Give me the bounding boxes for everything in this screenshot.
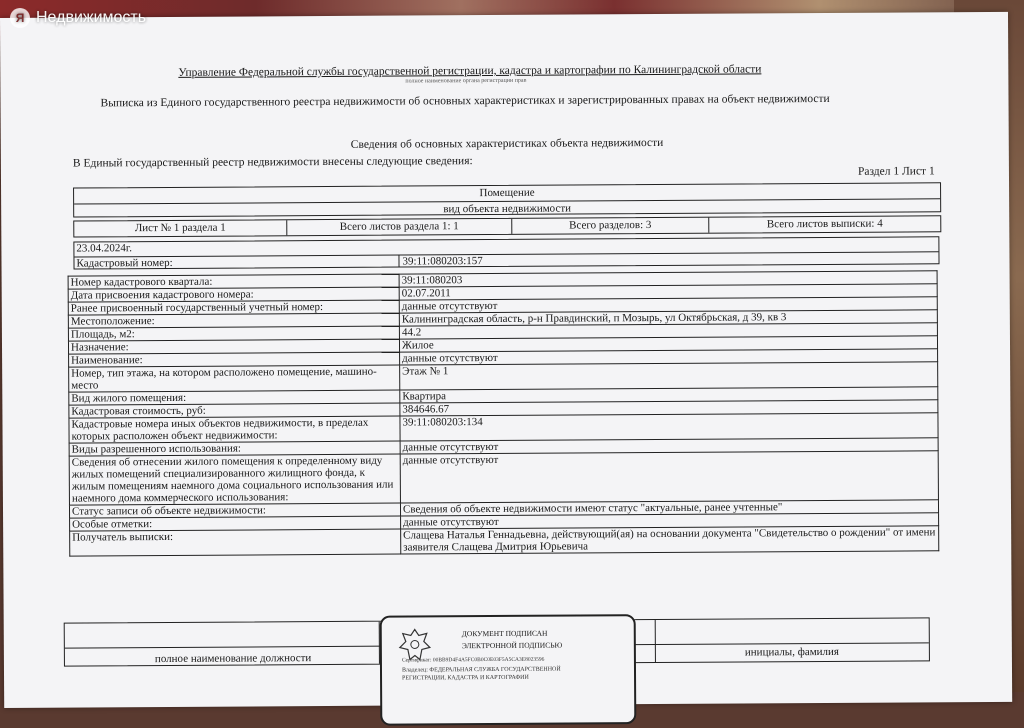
initials-caption: инициалы, фамилия bbox=[744, 645, 840, 659]
cadastral-number-value: 39:11:080203:157 bbox=[402, 255, 483, 268]
sheets-in-section: Всего листов раздела 1: 1 bbox=[287, 219, 512, 235]
row-label: Наименование: bbox=[69, 352, 400, 367]
stamp-owner: Владелец: ФЕДЕРАЛЬНАЯ СЛУЖБА ГОСУДАРСТВЕННОЙ bbox=[401, 666, 561, 674]
row-label: Кадастровая стоимость, руб: bbox=[69, 403, 400, 418]
row-value: 02.07.2011 bbox=[399, 284, 937, 300]
stamp-line-2: ЭЛЕКТРОННОЙ ПОДПИСЬЮ bbox=[461, 640, 563, 651]
row-label: Получатель выписки: bbox=[70, 529, 401, 556]
electronic-signature-stamp bbox=[380, 614, 637, 726]
row-label: Ранее присвоенный государственный учетный номер: bbox=[68, 300, 399, 315]
row-value: 384646.67 bbox=[400, 400, 938, 416]
row-label: Площадь, м2: bbox=[68, 326, 399, 341]
intro-text: В Единый государственный реестр недвижимости внесены следующие сведения: bbox=[72, 155, 473, 170]
characteristics-table bbox=[68, 270, 940, 556]
row-label: Вид жилого помещения: bbox=[69, 390, 400, 405]
object-type-value: Помещение bbox=[479, 186, 535, 200]
row-label: Виды разрешенного использования: bbox=[69, 441, 400, 456]
row-value: данные отсутствуют bbox=[400, 349, 938, 365]
row-value: данные отсутствуют bbox=[400, 438, 938, 454]
row-value: Слащева Наталья Геннадьевна, действующий(ая) на основании документа "Свидетельство о рождении" от имени заявителя Слащева Дмитрия Юрьевича bbox=[401, 526, 939, 554]
extract-title: Выписка из Единого государственного реестра недвижимости об основных характеристиках и зарегистрированных правах на объект недвижимости bbox=[100, 92, 830, 110]
realty-watermark bbox=[10, 8, 146, 28]
row-label: Статус записи об объекте недвижимости: bbox=[69, 503, 400, 518]
row-label: Сведения об отнесении жилого помещения к определенному виду жилых помещений специализированного жилищного фонда, к жилым помещениям наемного дома социального использования или наемного дома коммерческого использования: bbox=[69, 454, 400, 505]
object-type-box bbox=[73, 182, 941, 217]
row-value: 39:11:080203 bbox=[399, 271, 937, 287]
row-value: данные отсутствуют bbox=[401, 513, 939, 529]
row-value: данные отсутствуют bbox=[400, 451, 938, 503]
sections-total: Всего разделов: 3 bbox=[512, 218, 709, 234]
sheet-of-section: Лист № 1 раздела 1 bbox=[74, 220, 287, 236]
object-type-caption: вид объекта недвижимости bbox=[443, 202, 572, 216]
organization-caption: полное наименование органа регистрации прав bbox=[405, 77, 527, 85]
row-value: Калининградская область, р-н Правдинский, п Мозырь, ул Октябрьская, д 39, кв 3 bbox=[399, 310, 937, 326]
row-label: Особые отметки: bbox=[70, 516, 401, 531]
extract-document bbox=[0, 12, 1012, 708]
watermark-text: Недвижимость bbox=[36, 9, 147, 26]
stamp-line-1: ДОКУМЕНТ ПОДПИСАН bbox=[461, 628, 548, 639]
stamp-certificate: Сертификат: 00BB9D4F4A5FC0B0C0E03F5A5CA3E8023596 bbox=[401, 656, 545, 664]
row-label: Номер, тип этажа, на котором расположено помещение, машино-место bbox=[69, 365, 400, 392]
row-value: Квартира bbox=[400, 387, 938, 403]
row-label: Номер кадастрового квартала: bbox=[68, 274, 399, 289]
row-value: 44.2 bbox=[399, 323, 937, 339]
table-row bbox=[69, 451, 938, 505]
row-label: Кадастровые номера иных объектов недвижимости, в пределах которых расположен объект недвижимости: bbox=[69, 416, 400, 443]
date-cadastral-box bbox=[73, 236, 939, 269]
cadastral-number-label: Кадастровый номер: bbox=[76, 256, 173, 270]
row-label: Назначение: bbox=[68, 339, 399, 354]
yandex-logo-icon: Я bbox=[10, 8, 30, 28]
sheet-info-bar bbox=[73, 215, 941, 237]
section-title: Сведения об основных характеристиках объекта недвижимости bbox=[350, 136, 664, 151]
row-value: Жилое bbox=[399, 336, 937, 352]
row-value: Сведения об объекте недвижимости имеют статус "актуальные, ранее учтенные" bbox=[400, 500, 938, 516]
row-label: Дата присвоения кадастрового номера: bbox=[68, 287, 399, 302]
table-row bbox=[70, 526, 939, 556]
extract-date: 23.04.2024г. bbox=[76, 242, 132, 255]
row-value: Этаж № 1 bbox=[400, 362, 938, 390]
position-caption: полное наименование должности bbox=[154, 652, 312, 666]
row-value: данные отсутствуют bbox=[399, 297, 937, 313]
row-value: 39:11:080203:134 bbox=[400, 413, 938, 441]
sheets-total: Всего листов выписки: 4 bbox=[766, 217, 883, 231]
row-label: Местоположение: bbox=[68, 313, 399, 328]
organization-name: Управление Федеральной службы государственной регистрации, кадастра и картографии по Калининградской области bbox=[178, 63, 762, 79]
sheet-reference: Раздел 1 Лист 1 bbox=[857, 165, 935, 178]
stamp-owner-cont: РЕГИСТРАЦИИ, КАДАСТРА И КАРТОГРАФИИ bbox=[402, 674, 529, 682]
